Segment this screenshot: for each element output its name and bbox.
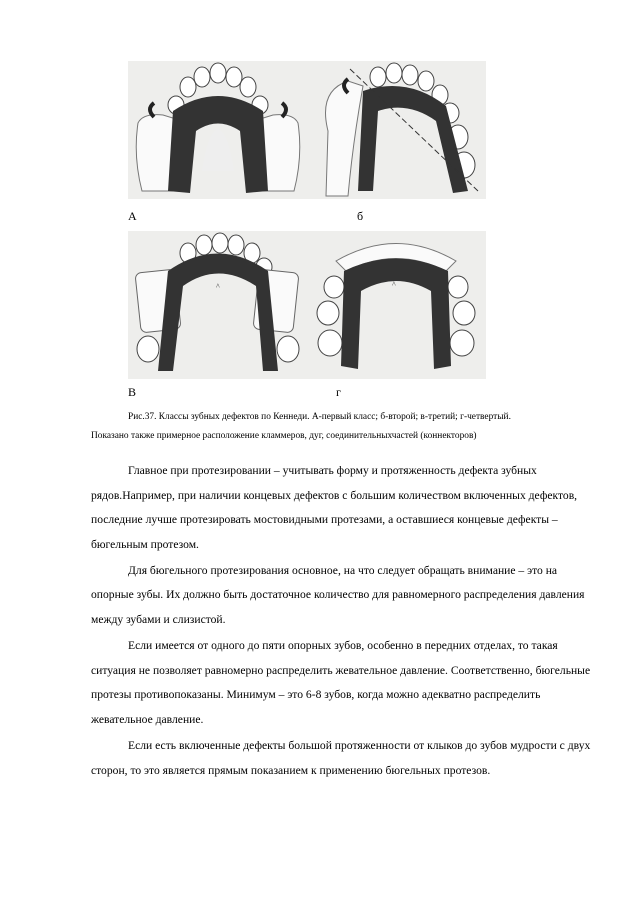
paragraph: Главное при протезировании – учитывать форму и протяженность дефекта зубных рядов.Например, при наличии концевых дефектов с большим количеством включенных дефектов, последние лучше протезировать мостовидными протезами, а оставшиеся концевые дефекты – бюгельным протезом. (91, 464, 578, 551)
paragraph: Если есть включенные дефекты большой протяженности от клыков до зубов мудрости с двух сторон, то это является прямым показанием к применению бюгельных протезов. (91, 739, 591, 777)
figure-label-g: г (336, 385, 341, 399)
paragraph: Для бюгельного протезирования основное, на что следует обращать внимание – это на опорные зубы. Их должно быть достаточное количество для равномерного распределения давления между зубами и слизистой. (91, 563, 585, 627)
figure-g-kennedy-class-4 (306, 231, 486, 379)
figure-a-kennedy-class-1 (128, 61, 308, 199)
caption-line-1: Рис.37. Классы зубных дефектов по Кеннеди. А-первый класс; б-второй; в-третий; г-четвертый. (128, 412, 511, 422)
paragraph: Если имеется от одного до пяти опорных зубов, особенно в передних отделах, то такая ситуация не позволяет равномерно распределить жевательное давление. Соответственно, бюгельные протезы противопоказаны. Минимум – это 6-8 зубов, когда можно адекватно распределить жевательное давление. (91, 639, 591, 726)
svg-text:^: ^ (392, 280, 396, 289)
dental-arch-illustration-b (308, 61, 486, 199)
figure-label-a: А (128, 209, 137, 223)
caption-line-2: Показано также примерное расположение кламмеров, дуг, соединительныхчастей (коннекторов) (91, 431, 477, 441)
figure-v-kennedy-class-3 (128, 231, 306, 379)
dental-arch-illustration-g (306, 231, 486, 379)
dental-arch-illustration-a (128, 61, 308, 199)
figure-label-b: б (357, 209, 364, 223)
svg-text:^: ^ (216, 282, 220, 291)
dental-arch-illustration-v (128, 231, 306, 379)
figure-caption (91, 408, 601, 446)
body-text (91, 459, 601, 785)
figure-label-v: В (128, 385, 137, 399)
figure-b-kennedy-class-2 (308, 61, 486, 199)
